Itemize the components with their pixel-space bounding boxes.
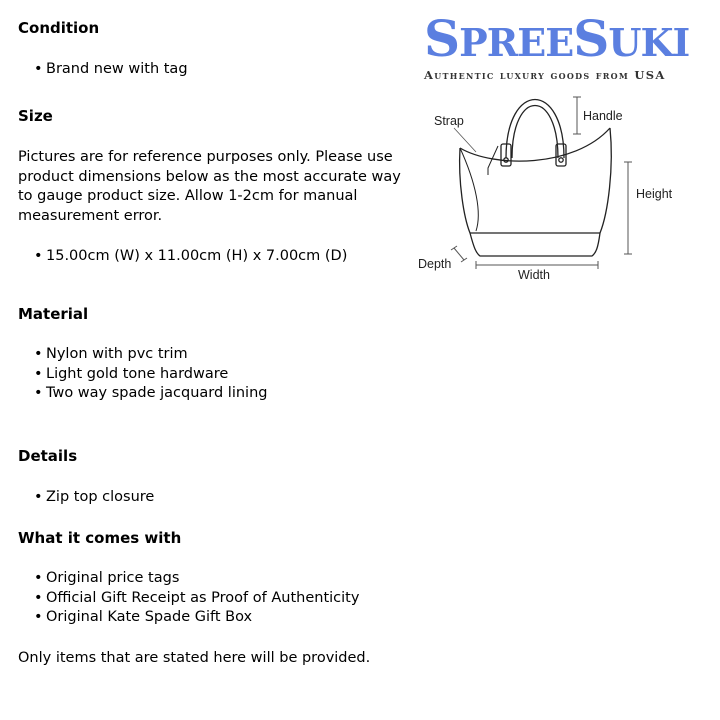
bag-dimension-diagram xyxy=(414,88,714,288)
condition-heading: Condition xyxy=(18,19,100,37)
list-item: • Zip top closure xyxy=(18,488,154,508)
size-description: Pictures are for reference purposes only. Please use product dimensions below as the most accurate way to gauge product size. Allow 1-2cm for manual measurement error. xyxy=(18,149,401,224)
list-item: • Two way spade jacquard lining xyxy=(18,384,267,404)
condition-list xyxy=(18,60,188,80)
list-item: • Official Gift Receipt as Proof of Authenticity xyxy=(18,589,359,609)
list-item: • Original price tags xyxy=(18,569,359,589)
height-label: Height xyxy=(636,187,673,201)
list-item: • 15.00cm (W) x 11.00cm (H) x 7.00cm (D) xyxy=(18,247,347,267)
comes-with-list xyxy=(18,569,359,628)
logo-tagline: Authentic luxury goods from USA xyxy=(424,68,666,82)
material-list xyxy=(18,345,267,404)
list-item: • Brand new with tag xyxy=(18,60,188,80)
list-item: • Light gold tone hardware xyxy=(18,365,267,385)
logo-title: SPREESUKI xyxy=(424,9,690,68)
list-item: • Nylon with pvc trim xyxy=(18,345,267,365)
strap-label: Strap xyxy=(434,114,464,128)
width-label: Width xyxy=(518,268,550,282)
list-item: • Original Kate Spade Gift Box xyxy=(18,608,359,628)
spreesuki-logo xyxy=(424,9,718,82)
handle-label: Handle xyxy=(583,109,623,123)
comes-with-heading: What it comes with xyxy=(18,529,182,547)
size-list xyxy=(18,247,347,267)
details-list xyxy=(18,488,154,508)
footer-note: Only items that are stated here will be provided. xyxy=(18,650,371,666)
size-heading: Size xyxy=(18,107,53,125)
material-heading: Material xyxy=(18,305,89,323)
details-heading: Details xyxy=(18,447,78,465)
depth-label: Depth xyxy=(418,257,452,271)
